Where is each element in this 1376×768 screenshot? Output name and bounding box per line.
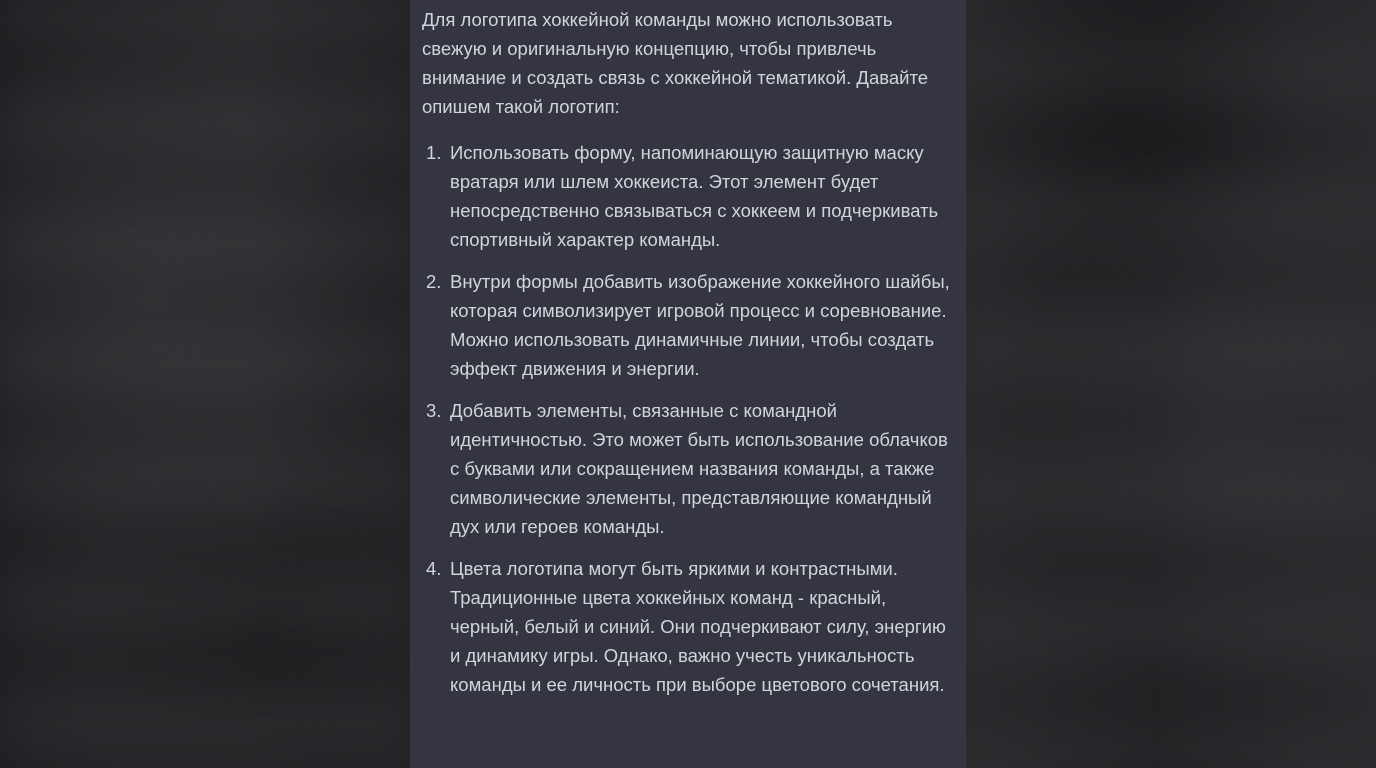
list-item: [422, 396, 956, 541]
list-item: [422, 554, 956, 699]
list-item-number: 4.: [426, 558, 442, 579]
list-item-text: Цвета логотипа могут быть яркими и контрастными. Традиционные цвета хоккейных команд - красный, черный, белый и синий. Они подчеркивают силу, энергию и динамику игры. Однако, важно учесть уникальность команды и ее личность при выборе цветового сочетания.: [450, 558, 946, 695]
blurred-background-right: [966, 0, 1376, 768]
list-item-number: 3.: [426, 400, 442, 421]
list-item: [422, 138, 956, 254]
list-item-text: Добавить элементы, связанные с командной идентичностью. Это может быть использование облачков с буквами или сокращением названия команды, а также символические элементы, представляющие командный дух или героев команды.: [450, 400, 948, 537]
list-item-text: Внутри формы добавить изображение хоккейного шайбы, которая символизирует игровой процесс и соревнование. Можно использовать динамичные линии, чтобы создать эффект движения и энергии.: [450, 271, 950, 379]
list-item-text: Использовать форму, напоминающую защитную маску вратаря или шлем хоккеиста. Этот элемент будет непосредственно связываться с хоккеем и подчеркивать спортивный характер команды.: [450, 142, 939, 250]
message-intro: Для логотипа хоккейной команды можно использовать свежую и оригинальную концепцию, чтобы привлечь внимание и создать связь с хоккейной тематикой. Давайте опишем такой логотип:: [422, 9, 929, 117]
message-list: [422, 138, 956, 699]
assistant-message: [410, 0, 966, 768]
list-item-number: 1.: [426, 142, 442, 163]
blurred-background-left: [0, 0, 410, 768]
list-item: [422, 267, 956, 383]
list-item-number: 2.: [426, 271, 442, 292]
